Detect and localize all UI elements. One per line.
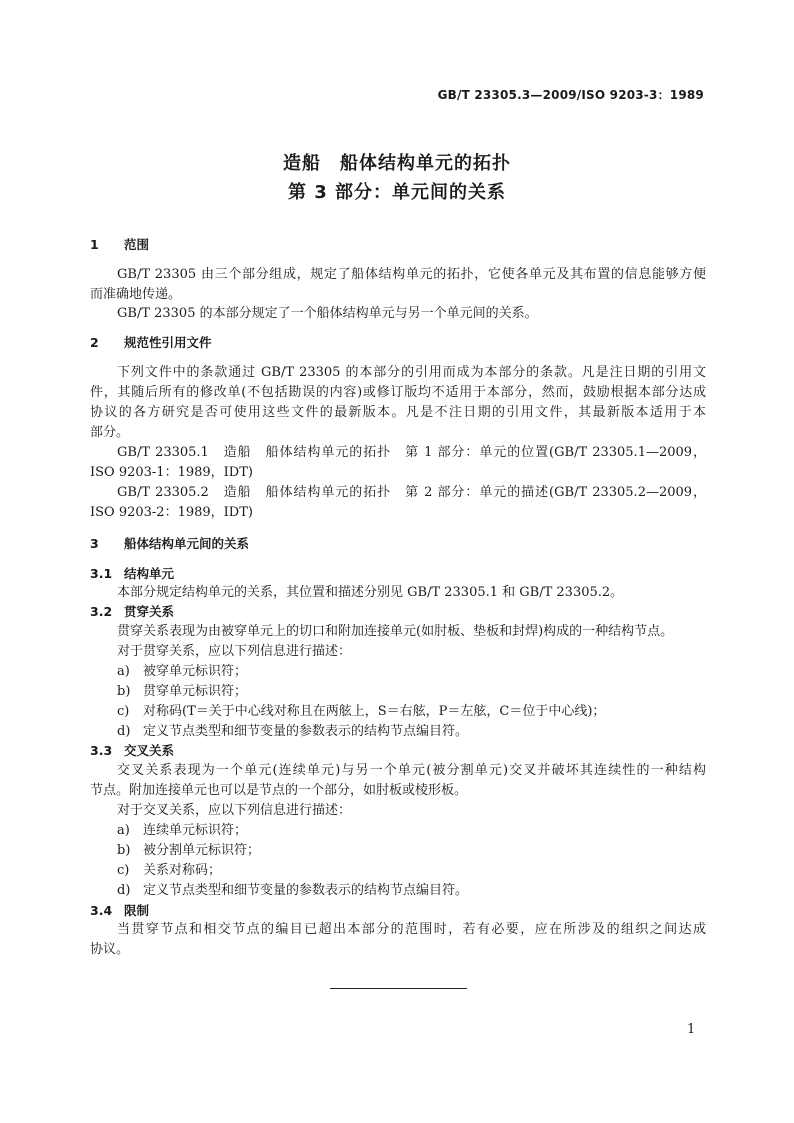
list-text: 被穿单元标识符；: [143, 664, 248, 679]
list-text: 关系对称码；: [143, 863, 222, 878]
list-marker: a): [117, 823, 130, 838]
paragraph-line: 部分。: [90, 425, 130, 440]
list-item: [117, 683, 247, 701]
list-item: [117, 882, 468, 900]
section-title: 限制: [124, 903, 150, 918]
list-item: [117, 663, 247, 681]
subsection-3-2-heading: [90, 603, 174, 621]
list-marker: c): [117, 704, 130, 719]
section-title: 范围: [124, 237, 150, 252]
list-item: [117, 703, 605, 721]
paragraph-line: 而准确地传递。: [90, 287, 182, 302]
list-text: 被分割单元标识符；: [143, 843, 261, 858]
section-2-heading: [90, 334, 212, 352]
subsection-3-4-heading: [90, 902, 149, 920]
paragraph-line: GB/T 23305 由三个部分组成，规定了船体结构单元的拓扑，它使各单元及其布置的信息能够方便: [117, 267, 706, 282]
paragraph-line: 协议的各方研究是否可使用这些文件的最新版本。凡是不注日期的引用文件，其最新版本适用于本: [90, 405, 706, 420]
section-title: 船体结构单元间的关系: [124, 536, 250, 551]
reference-line: ISO 9203-1：1989，IDT): [90, 465, 253, 480]
end-divider: [330, 988, 467, 989]
paragraph-line: 件，其随后所有的修改单(不包括勘误的内容)或修订版均不适用于本部分，然而，鼓励根据本部分达成: [90, 385, 706, 400]
section-number: 3.4: [90, 903, 113, 918]
paragraph-line: 本部分规定结构单元的关系，其位置和描述分别见 GB/T 23305.1 和 GB/T 23305.2。: [117, 585, 624, 600]
list-item: [117, 723, 468, 741]
section-number: 3: [90, 536, 99, 551]
section-number: 3.3: [90, 743, 113, 758]
list-text: 定义节点类型和细节变量的参数表示的结构节点编目符。: [143, 724, 469, 739]
reference-line: GB/T 23305.1 造船 船体结构单元的拓扑 第 1 部分：单元的位置(GB/T 23305.1—2009，: [117, 445, 706, 460]
page-number: 1: [687, 1022, 696, 1037]
list-marker: a): [117, 664, 130, 679]
section-title: 贯穿关系: [124, 604, 175, 619]
paragraph-line: 对于贯穿关系，应以下列信息进行描述：: [117, 644, 352, 659]
subsection-3-1-heading: [90, 565, 174, 583]
list-marker: b): [117, 684, 131, 699]
section-number: 1: [90, 237, 99, 252]
document-subtitle: 第 3 部分：单元间的关系: [287, 182, 507, 203]
document-title: 造船 船体结构单元的拓扑: [283, 153, 511, 174]
list-text: 贯穿单元标识符；: [143, 684, 248, 699]
list-marker: b): [117, 843, 131, 858]
section-title: 规范性引用文件: [124, 335, 212, 350]
section-3-heading: [90, 535, 249, 553]
section-number: 3.1: [90, 566, 113, 581]
list-text: 对称码(T＝关于中心线对称且在两舷上，S＝右舷，P＝左舷，C＝位于中心线)；: [143, 704, 606, 719]
list-marker: c): [117, 863, 130, 878]
section-number: 3.2: [90, 604, 113, 619]
reference-line: ISO 9203-2：1989，IDT): [90, 505, 253, 520]
list-text: 连续单元标识符；: [143, 823, 248, 838]
paragraph-line: 下列文件中的条款通过 GB/T 23305 的本部分的引用而成为本部分的条款。凡是注日期的引用文: [117, 365, 706, 380]
standard-number: GB/T 23305.3—2009/ISO 9203-3：1989: [437, 88, 704, 102]
list-item: [117, 862, 221, 880]
list-item: [117, 822, 247, 840]
section-1-heading: [90, 236, 149, 254]
list-marker: d): [117, 724, 131, 739]
subsection-3-3-heading: [90, 742, 174, 760]
paragraph-line: 当贯穿节点和相交节点的编目已超出本部分的范围时，若有必要，应在所涉及的组织之间达成: [117, 922, 706, 937]
paragraph-line: 协议。: [90, 942, 130, 957]
paragraph-line: 交叉关系表现为一个单元(连续单元)与另一个单元(被分割单元)交叉并破坏其连续性的一种结构: [117, 763, 706, 778]
list-item: [117, 842, 260, 860]
reference-line: GB/T 23305.2 造船 船体结构单元的拓扑 第 2 部分：单元的描述(GB/T 23305.2—2009，: [117, 485, 706, 500]
paragraph-line: GB/T 23305 的本部分规定了一个船体结构单元与另一个单元间的关系。: [117, 306, 538, 321]
section-title: 结构单元: [124, 566, 175, 581]
section-title: 交叉关系: [124, 743, 175, 758]
section-number: 2: [90, 335, 99, 350]
paragraph-line: 对于交叉关系，应以下列信息进行描述：: [117, 803, 352, 818]
list-marker: d): [117, 883, 131, 898]
paragraph-line: 节点。附加连接单元也可以是节点的一个部分，如肘板或棱形板。: [90, 783, 468, 798]
paragraph-line: 贯穿关系表现为由被穿单元上的切口和附加连接单元(如肘板、垫板和封焊)构成的一种结构节点。: [117, 624, 674, 639]
list-text: 定义节点类型和细节变量的参数表示的结构节点编目符。: [143, 883, 469, 898]
